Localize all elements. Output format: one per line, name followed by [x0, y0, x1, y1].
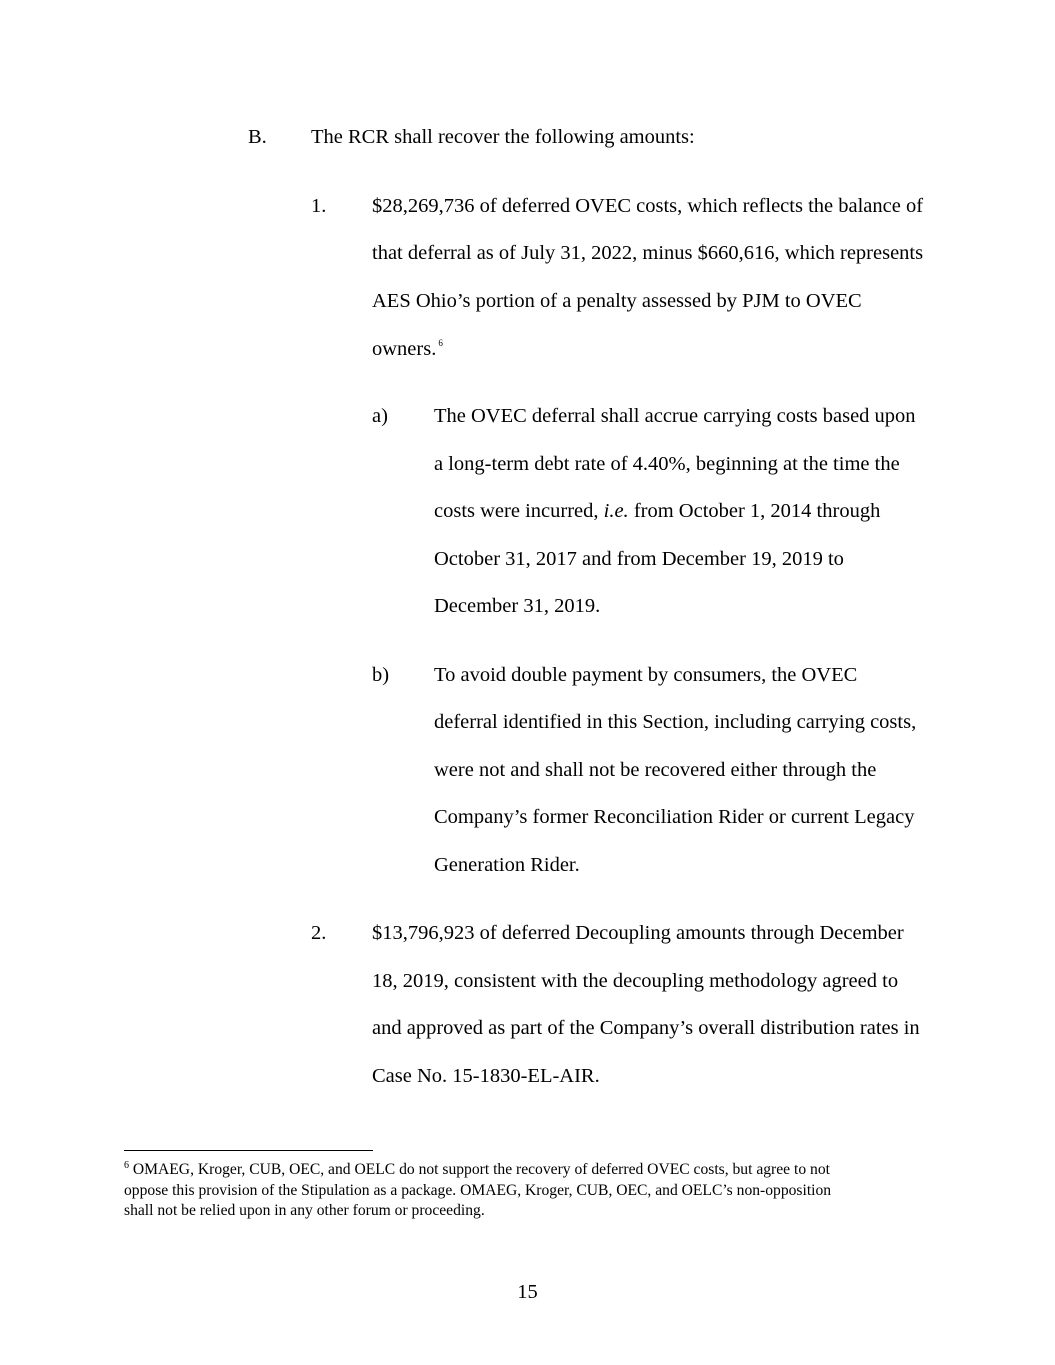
section-b-marker: B. — [248, 126, 267, 148]
item1-line-4-text: owners. — [372, 338, 437, 360]
sub-a-line-3 — [434, 499, 880, 523]
sub-b-line-5: Generation Rider. — [434, 854, 580, 876]
item1-line-2: that deferral as of July 31, 2022, minus $660,616, which represents — [372, 242, 924, 264]
sub-b-line-1: To avoid double payment by consumers, the OVEC — [434, 664, 858, 686]
section-b-heading: The RCR shall recover the following amounts: — [311, 126, 695, 148]
footnote-reference-6[interactable]: 6 — [438, 338, 443, 348]
item1-marker: 1. — [311, 195, 327, 217]
sub-a-marker: a) — [372, 405, 388, 427]
item1-line-4 — [372, 337, 443, 364]
sub-b-line-2: deferral identified in this Section, including carrying costs, — [434, 711, 917, 733]
sub-b-marker: b) — [372, 664, 390, 686]
ie-abbreviation: i.e. — [603, 500, 629, 522]
footnote-separator — [124, 1150, 373, 1151]
footnote-number: 6 — [124, 1160, 129, 1171]
item1-line-1: $28,269,736 of deferred OVEC costs, which reflects the balance of — [372, 195, 924, 217]
sub-a-line-3-start: costs were incurred, — [434, 500, 599, 522]
sub-b-line-4: Company’s former Reconciliation Rider or current Legacy — [434, 806, 915, 828]
item2-line-4: Case No. 15-1830-EL-AIR. — [372, 1065, 600, 1087]
item2-line-1: $13,796,923 of deferred Decoupling amounts through December — [372, 922, 904, 944]
footnote-line-1 — [124, 1160, 830, 1182]
footnote-line-2: oppose this provision of the Stipulation as a package. OMAEG, Kroger, CUB, OEC, and OELC’s non-opposition — [124, 1182, 832, 1199]
item2-line-3: and approved as part of the Company’s overall distribution rates in — [372, 1017, 920, 1039]
sub-a-line-3-end: from October 1, 2014 through — [628, 500, 881, 522]
item2-marker: 2. — [311, 922, 327, 944]
page-number: 15 — [517, 1281, 538, 1303]
sub-b-line-3: were not and shall not be recovered either through the — [434, 759, 877, 781]
footnote-line-1-text: OMAEG, Kroger, CUB, OEC, and OELC do not support the recovery of deferred OVEC costs, but agree to not — [129, 1161, 830, 1178]
sub-a-line-4: October 31, 2017 and from December 19, 2019 to — [434, 548, 844, 570]
sub-a-line-2: a long-term debt rate of 4.40%, beginning at the time the — [434, 453, 900, 475]
sub-a-line-1: The OVEC deferral shall accrue carrying costs based upon — [434, 405, 916, 427]
sub-a-line-5: December 31, 2019. — [434, 595, 601, 617]
item2-line-2: 18, 2019, consistent with the decoupling methodology agreed to — [372, 970, 899, 992]
footnote-line-3: shall not be relied upon in any other forum or proceeding. — [124, 1202, 485, 1219]
item1-line-3: AES Ohio’s portion of a penalty assessed by PJM to OVEC — [372, 290, 862, 312]
